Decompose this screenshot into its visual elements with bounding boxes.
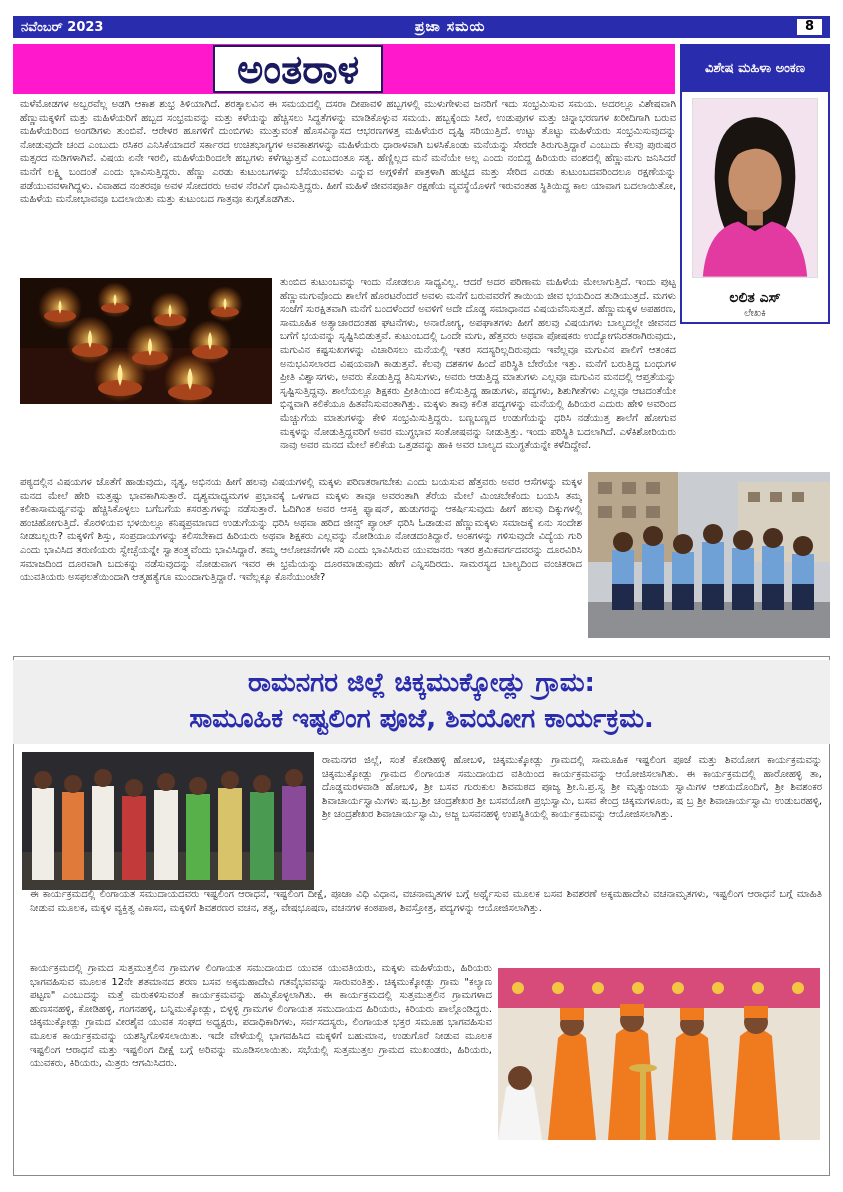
column-heading: ವಿಶೇಷ ಮಹಿಳಾ ಅಂಕಣ [682, 46, 828, 92]
section-title: ಅಂತರಾಳ [213, 45, 383, 93]
article1-paragraph-1: ಮಳೆಮೋಡಗಳ ಅಬ್ಬರವೆಲ್ಲ ಅಡಗಿ ಆಕಾಶ ಶುಭ್ರ ತಿಳಿಯಾಗಿದೆ. ಶರತ್ಕಾಲವಿನ ಈ ಸಮಯದಲ್ಲಿ ದಸರಾ ದೀಪಾವಳಿ ಹಬ್ಬಗಳಲ್ಲಿ ಮುಳುಗೇಳುವ ಜನರಿಗೆ ಇದು ಸಂಭ್ರಮಿಸುವ ಸಮಯ. ಅದರಲ್ಲೂ ವಿಶೇಷವಾಗಿ ಹೆಣ್ಣುಮಕ್ಕಳಿಗೆ ಮತ್ತು ಮಹಿಳೆಯರಿಗೆ ಹಬ್ಬದ ಸಂಭ್ರಮವನ್ನು ಮತ್ತು ಕಳೆಯನ್ನು ಹೆಚ್ಚಿಸಲು ಸಿದ್ಧತೆಗಳನ್ನು ಮಾಡಿಕೊಳ್ಳುವ ಸಮಯ. ಹಬ್ಬಕ್ಕೆಂದು ಸೀರೆ, ಉಡುಪುಗಳ ಮತ್ತು ಚಿನ್ನಾಭರಣಗಳ ಖರೀದಿಗಾಗಿ ಬರುವ ಮಹಿಳೆಯರಿಂದ ಅಂಗಡಿಗಳು ತುಂಬಿವೆ. ಆರೇಳರ ಹೂಗಳಿಗೆ ದುಂಬಿಗಳು ಮುತ್ತುವಂತೆ ಹೊಸವಿನ್ಯಾಸದ ಆಭರಣಗಳತ್ತ ಮಹಿಳೆಯರ ದೃಷ್ಟಿ ಸರಿಯುತ್ತಿದೆ. ಉಟ್ಟು ತೊಟ್ಟು ಮಹಿಳೆಯರು ಸಂಭ್ರಮಿಸುವುದನ್ನು ನೋಡುವುದೇ ಚಂದ ಎಂಬುದು ರಸಿಕರ ಎನಿಸಿಕೆಯಾದರೆ ಸರ್ಕಾರದ ಉಚಿತಭಾಗ್ಯಗಳ ಅವಕಾಶಗಳನ್ನು ಮಹಿಳೆಯರು ಧಾರಾಳವಾಗಿ ಬಳಸಿಕೊಂಡು ಮನೆಯನ್ನು ಸೇರದೇ ತಿರುಗುತ್ತಿದ್ದಾರೆ ಎಂಬುದು ಕೆಲವು ಪುರುಷರ ಮತ್ಸರದ ನುಡಿಗಳಾಗಿವೆ. ವಿಷಯ ಏನೇ ಇರಲಿ, ಮಹಿಳೆಯರಿಂದಲೇ ಹಬ್ಬಗಳು ಕಳೆಗಟ್ಟುತ್ತವೆ ಎಂಬುದಂತೂ ಸತ್ಯ. ಹೆಣ್ಣಿಲ್ಲದ ಮನೆ ಮನೆಯೇ ಅಲ್ಲ ಎಂದು ನಂಬಿದ್ದ ಹಿರಿಯರು ವಂಶದಲ್ಲಿ ಹೆಣ್ಣುಮಗು ಜನಿಸಿದರೆ ಮನೆಗೆ ಲಕ್ಷ್ಮಿ ಬಂದಂತೆ ಎಂದು ಭಾವಿಸುತ್ತಿದ್ದರು. ಹೆಣ್ಣು ಎರಡು ಕುಟುಂಬಗಳನ್ನು ಬೆಸೆಯುವವಳು ಎನ್ನುವ ಅಗ್ಗಳಿಕೆಗೆ ಪಾತ್ರಳಾಗಿ ಹುಟ್ಟಿದ ಮತ್ತು ಸೇರಿದ ಎರಡು ಕುಟುಂಬದವರಿಂದಲೂ ರಕ್ಷಣೆಯನ್ನು ಪಡೆಯುವವಳಾಗಿದ್ದಳು. ವಿವಾಹದ ನಂತರವೂ ಅವಳ ಸೋದರರು ಅವಳ ನೆರವಿಗೆ ಧಾವಿಸುತ್ತಿದ್ದರು. ಹೀಗೆ ಮಹಿಳೆ ಜೀವನಪೂರ್ತಿ ರಕ್ಷಣೆಯ ವ್ಯವಸ್ಥೆಯೊಳಗೆ ಇರುವಂತಹ ಸ್ಥಿತಿಯಿದ್ದ ಕಾಲ ಯಾವಾಗ ಬದಲಾಯಿತೋ, ಮಹಿಳೆಯ ಮನೋಭಾವವೂ ಬದಲಾಯಿತು ಮತ್ತು ಕುಟುಂಬದ ಗಾತ್ರವೂ ಕುಗ್ಗತೊಡಗಿತು. [20, 99, 676, 206]
article2-paragraph-2: ಈ ಕಾರ್ಯಕ್ರಮದಲ್ಲಿ ಲಿಂಗಾಯತ ಸಮುದಾಯದವರು ಇಷ್ಟಲಿಂಗ ಆರಾಧನೆ, ಇಷ್ಟಲಿಂಗ ದೀಕ್ಷೆ, ಪೂಜಾ ವಿಧಿ ವಿಧಾನ, ವಚನಾಮೃತಗಳ ಬಗ್ಗೆ ಅರ್ಥೈಸುವ ಮೂಲಕ ಬಸವ ಶಿವಶರಣೆ ಅಕ್ಕಮಹಾದೇವಿ ವಚನಾಮೃತಗಳು, ಇಷ್ಟಲಿಂಗ ಆರಾಧನೆ ಬಗ್ಗೆ ಮಾಹಿತಿ ನೀಡುವ ಮೂಲಕ, ಮಕ್ಕಳ ವ್ಯಕ್ತಿತ್ವ ವಿಕಾಸನ, ಮಕ್ಕಳಿಗೆ ಶಿವಶರಣರ ವಚನ, ತತ್ವ, ವೇಷಭೂಷಣ, ವಚನಗಳ ಕಂಠಪಾಠ, ಶಿವಸ್ತೋತ್ರ, ಪದ್ಯಗಳನ್ನು ಆಯೋಜಿಸಲಾಗಿತ್ತು. [30, 889, 822, 914]
issue-date: ನವೆಂಬರ್ 2023 [21, 19, 104, 35]
masthead [13, 16, 830, 38]
ritual-event-photo [22, 752, 314, 890]
article1-paragraph-3: ಪಠ್ಯದಲ್ಲಿನ ವಿಷಯಗಳ ಜೊತೆಗೆ ಹಾಡುವುದು, ನೃತ್ಯ, ಅಭಿನಯ ಹೀಗೆ ಹಲವು ವಿಷಯಗಳಲ್ಲಿ ಮಕ್ಕಳು ಪರಿಣತರಾಗಬೇಕು ಎಂದು ಬಯಸುವ ಹೆತ್ತವರು ಅವರ ಆಸೆಗಳನ್ನು ಮಕ್ಕಳ ಮನದ ಮೇಲೆ ಹೇರಿ ಮತ್ತಷ್ಟು ಭಾವಕಾಗಿಸುತ್ತಾರೆ. ದೃಶ್ಯಮಾಧ್ಯಮಗಳ ಪ್ರಭಾವಕ್ಕೆ ಒಳಗಾದ ಮಕ್ಕಳು ತಾವೂ ಅವರಂತಾಗಿ ತೆರೆಯ ಮೇಲೆ ಮಿಂಚಬೇಕೆಂದು ಬಯಸಿ ತಮ್ಮ ಕಲಿಕಾಸಾಮರ್ಥ್ಯವನ್ನು ಹೆಚ್ಚಿಸಿಕೊಳ್ಳಲು ಬಗೆಬಗೆಯ ಕಸರತ್ತುಗಳನ್ನು ನಡೆಸುತ್ತಾರೆ. ಓದಿಗಿಂತ ಅವರ ಆಸಕ್ತಿ ಫ್ಯಾಷನ್, ಹುಡುಗರನ್ನು ಆಕರ್ಷಿಸುವುದು ಹೀಗೆ ಹಲವು ದಿಕ್ಕುಗಳಲ್ಲಿ ಹಂಚಿಹೋಗುತ್ತಿದೆ. ಕೊರಳಿಯವ ಭಳಯಿಲ್ಲೂ ಕನಿಷ್ಠಪ್ರಮಾಣದ ಉಡುಗೆಯನ್ನು ಧರಿಸಿ ಅಥವಾ ಹರಿದ ಜೀನ್ಸ್ ಪ್ಯಾಂಟ್ ಧರಿಸಿ ಓಡಾಡುವ ಹೆಣ್ಣುಮಕ್ಕಳು ಸಮಾಜಕ್ಕೆ ಏನು ಸಂದೇಶ ನೀಡಬಲ್ಲರು? ಮಕ್ಕಳಿಗೆ ಶಿಸ್ತು, ಸಂಪ್ರದಾಯಗಳನ್ನು ಕಲಿಸಬೇಕಾದ ಹಿರಿಯರು ಅಥವಾ ಶಿಕ್ಷಕರು ಎಲ್ಲವನ್ನು ನೋಡಿಯೂ ನೋಡದಂತಿದ್ದಾರೆ. ಅಂಕಗಳನ್ನು ಗಳಿಸುವುದೇ ವಿದ್ಯೆಯ ಗುರಿ ಎಂದು ಭಾವಿಸಿದ ತರುಣಿಯರು ಸ್ವೇಚ್ಛೆಯನ್ನೇ ಸ್ವಾತಂತ್ರ್ಯವೆಂದು ಭಾವಿಸಿದ್ದಾರೆ. ತಮ್ಮ ಆಲೋಚನೆಗಳೇ ಸರಿ ಎಂದು ಭಾವಿಸಿರುವ ಯುವಜನರು ಇತರ ಶ್ರಮಿಕವರ್ಗದವರನ್ನು ದೂರವಿರಿಸಿ ಸಮಾಜದಿಂದ ದೂರವಾಗಿ ಬದುಕನ್ನು ನಡೆಸುವುದನ್ನು ನೋಡುವಾಗ ಇವರ ಈ ಭ್ರಮೆಯನ್ನು ದೂರಮಾಡುವುದು ಹೇಗೆ ಎನ್ನಿಸದಿರದು. ಸಾಮರಸ್ಯದ ಬಾಲ್ಯದಿಂದ ವಂಚಿತರಾದ ಯುವತಿಯರು ಅಸಫಲತೆಯಿಂದಾಗಿ ಆತ್ಮಹತ್ಯೆಗೂ ಮುಂದಾಗುತ್ತಿದ್ದಾರೆ. ಇವೆಲ್ಲಕ್ಕೂ ಕೊನೆಯುಂಟೇ? [20, 477, 582, 584]
article2-paragraph-3: ಕಾರ್ಯಕ್ರಮದಲ್ಲಿ ಗ್ರಾಮದ ಸುತ್ತಮುತ್ತಲಿನ ಗ್ರಾಮಗಳ ಲಿಂಗಾಯತ ಸಮುದಾಯದ ಯುವಕ ಯುವತಿಯರು, ಮಕ್ಕಳು ಮಹಿಳೆಯರು, ಹಿರಿಯರು ಭಾಗವಹಿಸುವ ಮೂಲಕ 12ನೇ ಶತಮಾನದ ಶರಣ ಬಸವ ಅಕ್ಕಮಹಾದೇವಿ ಗತವೈಭವವನ್ನು ಸಾರುವಂತಿತ್ತು. ಚಿಕ್ಕಮುಕ್ಕೋಡ್ಲು ಗ್ರಾಮ "ಕಲ್ಯಾಣ ಪಟ್ಟಣ" ಎಂಬುದನ್ನು ಮತ್ತೆ ಮರುಕಳಿಸುವಂತೆ ಕಾರ್ಯಕ್ರಮವನ್ನು ಹಮ್ಮಿಕೊಳ್ಳಲಾಗಿತು. ಈ ಕಾರ್ಯಕ್ರಮದಲ್ಲಿ ಸುತ್ತಮುತ್ತಲಿನ ಗ್ರಾಮಗಳಾದ ಹುಣಸನಹಳ್ಳಿ, ಕೋಡಿಹಳ್ಳಿ, ಗಂಗನಹಳ್ಳಿ, ಬನ್ನಿಮುಕ್ಕೋಡ್ಲು, ಬಿಳ್ಳಳ್ಳಿ ಗ್ರಾಮಗಳ ಲಿಂಗಾಯತ ಸಮುದಾಯದ ಹಿರಿಯರು, ಕಿರಿಯರು ಪಾಲ್ಗೊಂಡಿದ್ದರು. ಚಿಕ್ಕಮುಕ್ಕೋಡ್ಲು ಗ್ರಾಮದ ವೀರಶೈವ ಯುವಕ ಸಂಘದ ಅಧ್ಯಕ್ಷರು, ಪದಾಧಿಕಾರಿಗಳು, ಸರ್ವಸದಸ್ಯರು, ಲಿಂಗಾಯತ ಭಕ್ತರ ಸಮೂಹ ಭಾಗವಹಿಸುವ ಮೂಲಕ ಕಾರ್ಯಕ್ರಮವನ್ನು ಯಶಸ್ವಿಗೊಳಿಸಲಾಯಿತು. ಇದೇ ವೇಳೆಯಲ್ಲಿ ಭಾಗವಹಿಸಿದ ಮಕ್ಕಳಿಗೆ ಬಹುಮಾನ, ಉಡುಗೊರೆ ನೀಡುವ ಮೂಲಕ ಇಷ್ಟಲಿಂಗ ಆರಾಧನೆ ಮತ್ತು ಇಷ್ಟಲಿಂಗ ದೀಕ್ಷೆ ಬಗ್ಗೆ ಅರಿವನ್ನು ಮೂಡಿಸಲಾಯಿತು. ಸಭೆಯಲ್ಲಿ ಸುತ್ತಮುತ್ತಲ ಗ್ರಾಮದ ಮುಖಂಡರು, ಹಿರಿಯರು, ಯುವಕರು, ಕಿರಿಯರು, ಮಿತ್ರರು ಆಗಮಿಸಿದರು. [30, 963, 492, 1070]
author-role: ಲೇಖಕಿ [744, 308, 766, 319]
diya-lamps-photo [20, 278, 272, 404]
section-banner [13, 44, 675, 94]
schoolchildren-photo [588, 472, 830, 638]
article2-headline-line-1: ರಾಮನಗರ ಜಿಲ್ಲೆ ಚಿಕ್ಕಮುಕ್ಕೋಡ್ಲು ಗ್ರಾಮ: [248, 668, 595, 698]
seers-lamp-lighting-photo [498, 968, 820, 1140]
author-photo [692, 98, 818, 278]
article2-headline [13, 660, 830, 744]
newspaper-title: ಪ್ರಜಾ ಸಮಯ [414, 19, 486, 35]
page-number: 8 [797, 19, 822, 35]
article2-headline-line-2: ಸಾಮೂಹಿಕ ಇಷ್ಟಲಿಂಗ ಪೂಜೆ, ಶಿವಯೋಗ ಕಾರ್ಯಕ್ರಮ. [189, 704, 654, 734]
author-name: ಲಲಿತ ಎಸ್ [729, 290, 781, 306]
article1-paragraph-2: ತುಂಬಿದ ಕುಟುಂಬವನ್ನು ಇಂದು ನೋಡಲೂ ಸಾಧ್ಯವಿಲ್ಲ. ಆದರೆ ಅದರ ಪರಿಣಾಮ ಮಹಿಳೆಯ ಮೇಲಾಗುತ್ತಿದೆ. ಇಂದು ಪುಟ್ಟ ಹೆಣ್ಣುಮಗುವೊಂದು ಶಾಲೆಗೆ ಹೊರಟರೆಂದರೆ ಅವಳು ಮನೆಗೆ ಬರುವವರೆಗೆ ತಾಯಿಯ ಜೀವ ಭಯದಿಂದ ತುಡಿಯುತ್ತದೆ. ಮಗಳು ಸಂಜೆಗೆ ಸುರಕ್ಷಿತವಾಗಿ ಮನೆಗೆ ಬಂದಳೆಂದರೆ ಅವಳಿಗೆ ಅದೇ ದೊಡ್ಡ ಸಮಾಧಾನದ ವಿಷಯವೆನಿಸುತ್ತದೆ. ಹೆಣ್ಣುಮಕ್ಕಳ ಅಪಹರಣ, ಸಾಮೂಹಿಕ ಅತ್ಯಾಚಾರದಂತಹ ಘಟನೆಗಳು, ಅನಾರೋಗ್ಯ, ಅಪಘಾತಗಳು ಹೀಗೆ ಹಲವು ವಿಷಯಗಳು ಬಾಲ್ಯದಲ್ಲೇ ಜೀವನದ ಬಗೆಗೆ ಭಯವನ್ನು ಸೃಷ್ಟಿಸಿಬಿಡುತ್ತವೆ. ಕುಟುಂಬದಲ್ಲಿ ಒಂದೇ ಮಗು, ಹೆತ್ತವರು ಅಥವಾ ಪೋಷಕರು ಉದ್ಯೋಗನಿರತರಾಗಿರುವುದು, ಮಗುವಿನ ಕಷ್ಟಸುಖಗಳನ್ನು ವಿಚಾರಿಸಲು ಮನೆಯಲ್ಲಿ ಇತರ ಸದಸ್ಯರಿಲ್ಲದಿರುವುದು ಇವೆಲ್ಲವೂ ಮಗುವಿನ ಪಾಲಿಗೆ ಆತಂಕದ ಅನುಭವಿಸಲಾರದ ವಿಷಯವಾಗಿ ಕಾಡುತ್ತವೆ. ಕೆಲವು ದಶಕಗಳ ಹಿಂದೆ ಪರಿಸ್ಥಿತಿ ಬೇರೆಯೇ ಇತ್ತು. ಮನೆಗೆ ಬರುತ್ತಿದ್ದ ಬಂಧುಗಳ ಪ್ರೀತಿ ವಿಶ್ವಾಸಗಳು, ಅವರು ಕೊಡುತ್ತಿದ್ದ ತಿನಿಸುಗಳು, ಅವರು ಆಡುತ್ತಿದ್ದ ಮಾತುಗಳು ಎಲ್ಲವೂ ಮಗುವಿನ ಮನದಲ್ಲಿ ಆಪ್ತತೆಯನ್ನು ಸೃಷ್ಟಿಸುತ್ತಿದ್ದವು. ಶಾಲೆಯಲ್ಲೂ ಶಿಕ್ಷಕರು ಪ್ರೀತಿಯಿಂದ ಕಲಿಸುತ್ತಿದ್ದ ಹಾಡುಗಳು, ಪದ್ಯಗಳು, ಶಿಶುಗೀತೆಗಳು ಎಲ್ಲವೂ ಆಟದಂತೆಯೇ ಭಿನ್ನವಾಗಿ ಕಲಿಕೆಯೂ ಹಿತವೆನಿಸುವಂತಾಗಿತ್ತು. ಮಕ್ಕಳು ತಾವು ಕಲಿತ ಪದ್ಯಗಳನ್ನು ಮನೆಯಲ್ಲಿ ಹಿರಿಯರ ಎದುರು ಹೇಳಿ ಅವರಿಂದ ಮೆಚ್ಚುಗೆಯ ಮಾತುಗಳನ್ನು ಕೇಳಿ ಸಂಭ್ರಮಿಸುತ್ತಿದ್ದರು. ಬಣ್ಣಬಣ್ಣದ ಉಡುಗೆಯನ್ನು ಧರಿಸಿ ನಡೆಯುತ್ತ ಶಾಲೆಗೆ ಹೋಗುವ ಮಕ್ಕಳನ್ನು ನೋಡುತ್ತಿದ್ದವರಿಗೆ ಅವರ ಮುಗ್ಧಭಾವ ಸಂತೋಷವನ್ನು ನೀಡುತ್ತಿತ್ತು. ಇಂದು ಪರಿಸ್ಥಿತಿ ಬದಲಾಗಿದೆ. ಎಳೆಕಿಶೋರಿಯರು ನಾವು ಅವರ ಮನದ ಮೇಲೆ ಕಲಿಕೆಯ ಒತ್ತಡವನ್ನು ಹಾಕಿ ಅವರ ಬಾಲ್ಯದ ಮುಗ್ಧತೆಯನ್ನೇ ಕಳೆದಿದ್ದೇವೆ. [280, 277, 676, 452]
columnist-box [680, 44, 830, 324]
article2-paragraph-1: ರಾಮನಗರ ಜಿಲ್ಲೆ, ಸಂತೆ ಕೋಡಿಹಳ್ಳಿ ಹೋಬಳಿ, ಚಿಕ್ಕಮುಕ್ಕೋಡ್ಲು ಗ್ರಾಮದಲ್ಲಿ ಸಾಮೂಹಿಕ ಇಷ್ಟಲಿಂಗ ಪೂಜೆ ಮತ್ತು ಶಿವಯೋಗ ಕಾರ್ಯಕ್ರಮವನ್ನು ಚಿಕ್ಕಮುಕ್ಕೋಡ್ಲು ಗ್ರಾಮದ ಲಿಂಗಾಯತ ಸಮುದಾಯದ ವತಿಯಿಂದ ಕಾರ್ಯಕ್ರಮವನ್ನು ಆಯೋಜಿಸಲಾಗಿತು. ಈ ಕಾರ್ಯಕ್ರಮದಲ್ಲಿ ಹಾರೋಹಳ್ಳಿ ತಾ, ದೊಡ್ಡಮರಳವಾಡಿ ಹೋಬಳಿ, ಶ್ರೀ ಬಸವ ಗುರುಕುಲ ಶಿವಮಠದ ಪೂಜ್ಯ ಶ್ರೀ.ನಿ.ಪ್ರ.ಸ್ವ ಶ್ರೀ ಮೃತ್ಯುಂಜಯ ಸ್ವಾಮಿಗಳ ಆಶಯದೊಂದಿಗೆ, ಶ್ರೀ ಶಿವಶಂಕರ ಶಿವಾಚಾರ್ಯಸ್ವಾಮಿಗಳು ಷ.ಬ್ರ.ಶ್ರೀ ಚಂದ್ರಶೇಖರ ಶ್ರೀ ಬಸವಯೋಗಿ ಪ್ರಭುಸ್ವಾಮಿ, ಬಸವ ಕೇಂದ್ರ ಚಿಕ್ಕಮಗಳೂರು, ಷ ಬ್ರ ಶ್ರೀ ಶಿವಾಚಾರ್ಯಸ್ವಾಮಿ ಉಡುಬರಹಳ್ಳಿ, ಶ್ರೀ ಚಂದ್ರಶೇಖರ ಶಿವಾಚಾರ್ಯಸ್ವಾಮಿ, ಅಜ್ಜ ಬಸವನಹಳ್ಳಿ ಉಪಸ್ಥಿತಿಯಲ್ಲಿ ಕಾರ್ಯಕ್ರಮವನ್ನು ಆಯೋಜಿಸಲಾಗಿತ್ತು. [322, 755, 822, 821]
